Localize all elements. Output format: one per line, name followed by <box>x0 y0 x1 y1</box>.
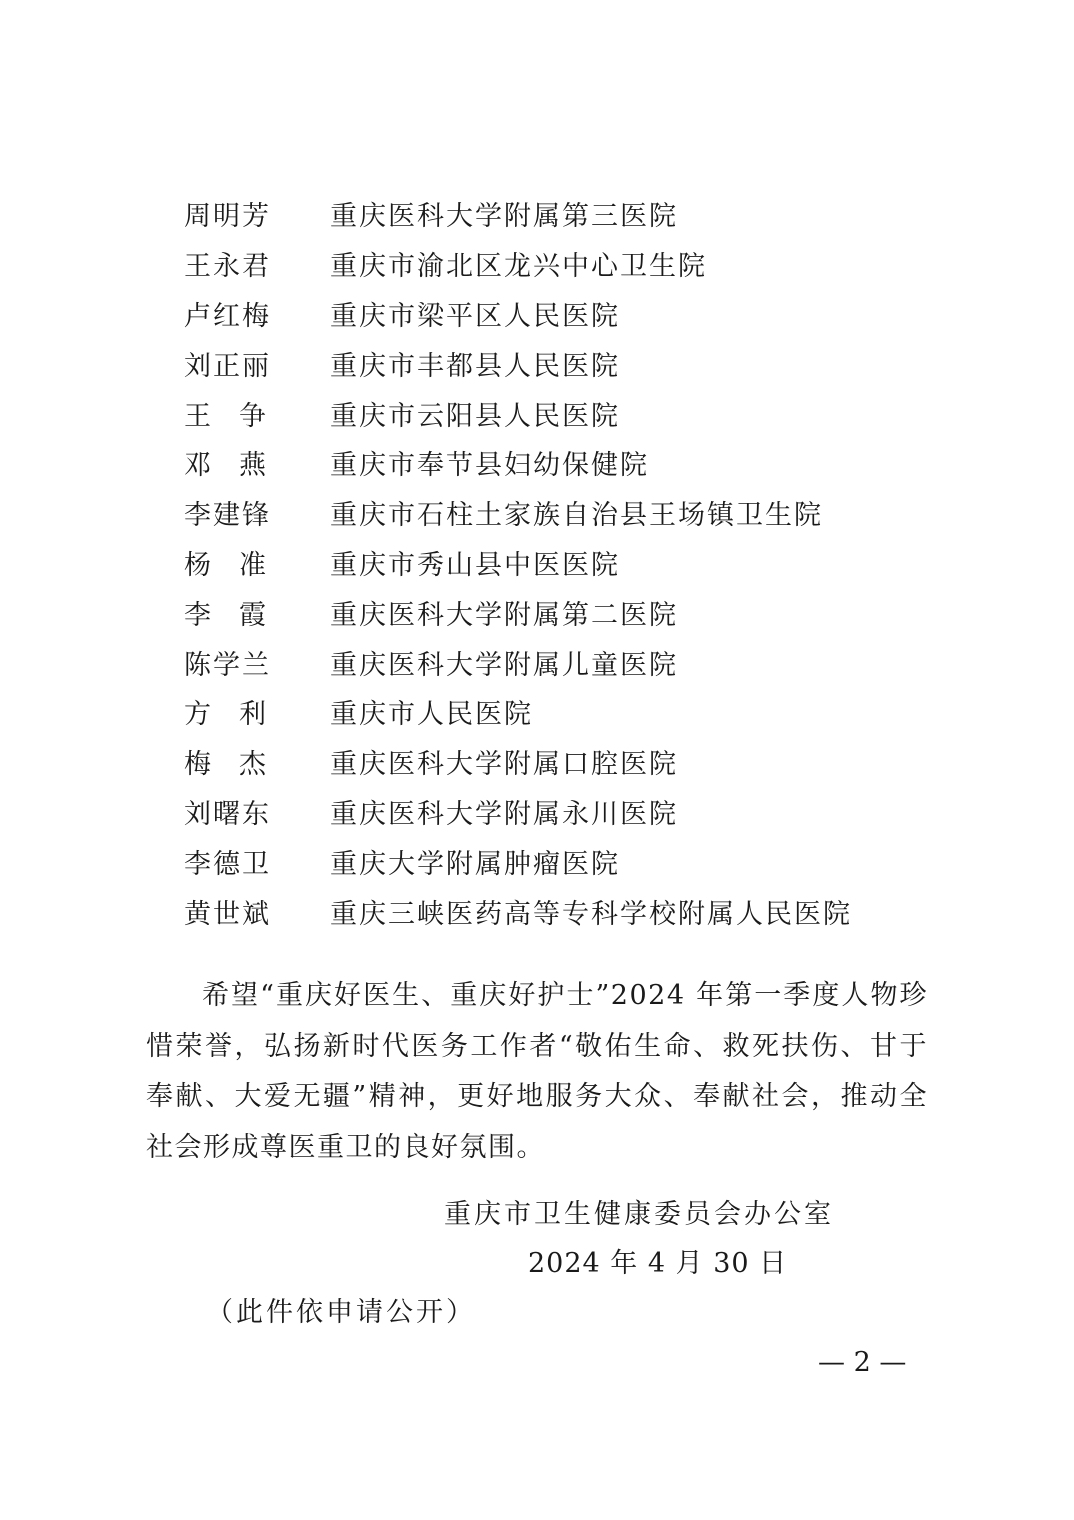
list-item <box>184 388 944 438</box>
disclosure-note: （此件依申请公开） <box>206 1297 476 1328</box>
awardee-name: 卢红梅 <box>184 300 271 332</box>
awardee-organization: 重庆市奉节县妇幼保健院 <box>330 450 649 482</box>
awardee-organization: 重庆市秀山县中医医院 <box>330 549 620 581</box>
awardee-name: 李建锋 <box>184 500 271 532</box>
awardee-organization: 重庆市云阳县人民医院 <box>330 400 620 432</box>
awardee-organization: 重庆市梁平区人民医院 <box>330 300 620 332</box>
awardee-organization: 重庆医科大学附属口腔医院 <box>330 749 678 781</box>
awardee-name: 李 霞 <box>184 599 268 631</box>
awardee-name: 杨 准 <box>184 549 268 581</box>
list-item <box>184 189 944 239</box>
list-item <box>184 737 944 787</box>
awardee-list <box>184 189 944 936</box>
awardee-name: 方 利 <box>184 699 268 731</box>
list-item <box>184 438 944 488</box>
list-item <box>184 289 944 339</box>
awardee-organization: 重庆市丰都县人民医院 <box>330 350 620 382</box>
awardee-organization: 重庆医科大学附属第三医院 <box>330 201 678 233</box>
awardee-name: 李德卫 <box>184 848 271 880</box>
list-item <box>184 886 944 936</box>
awardee-name: 陈学兰 <box>184 649 271 681</box>
awardee-name: 刘正丽 <box>184 350 271 382</box>
awardee-name: 刘曙东 <box>184 798 271 830</box>
awardee-organization: 重庆市人民医院 <box>330 699 533 731</box>
awardee-organization: 重庆市石柱土家族自治县王场镇卫生院 <box>330 500 823 532</box>
awardee-name: 王 争 <box>184 400 268 432</box>
awardee-name: 邓 燕 <box>184 450 268 482</box>
list-item <box>184 687 944 737</box>
list-item <box>184 787 944 837</box>
list-item <box>184 538 944 588</box>
awardee-organization: 重庆医科大学附属第二医院 <box>330 599 678 631</box>
closing-paragraph: 希望“重庆好医生、重庆好护士”2024 年第一季度人物珍惜荣誉，弘扬新时代医务工作者“敬佑生命、救死扶伤、甘于奉献、大爱无疆”精神，更好地服务大众、奉献社会，推动全社会形成尊医重卫的良好氛围。 <box>146 980 928 1163</box>
awardee-organization: 重庆三峡医药高等专科学校附属人民医院 <box>330 898 852 930</box>
list-item <box>184 637 944 687</box>
awardee-name: 梅 杰 <box>184 749 268 781</box>
list-item <box>184 239 944 289</box>
issuing-office: 重庆市卫生健康委员会办公室 <box>444 1199 834 1230</box>
list-item <box>184 488 944 538</box>
page-number: — 2 — <box>818 1347 907 1378</box>
list-item <box>184 338 944 388</box>
issue-date: 2024 年 4 月 30 日 <box>528 1248 788 1279</box>
list-item <box>184 587 944 637</box>
list-item <box>184 836 944 886</box>
awardee-organization: 重庆医科大学附属儿童医院 <box>330 649 678 681</box>
awardee-organization: 重庆市渝北区龙兴中心卫生院 <box>330 251 707 283</box>
awardee-name: 王永君 <box>184 251 271 283</box>
awardee-organization: 重庆医科大学附属永川医院 <box>330 798 678 830</box>
awardee-name: 黄世斌 <box>184 898 271 930</box>
awardee-organization: 重庆大学附属肿瘤医院 <box>330 848 620 880</box>
awardee-name: 周明芳 <box>184 201 271 233</box>
